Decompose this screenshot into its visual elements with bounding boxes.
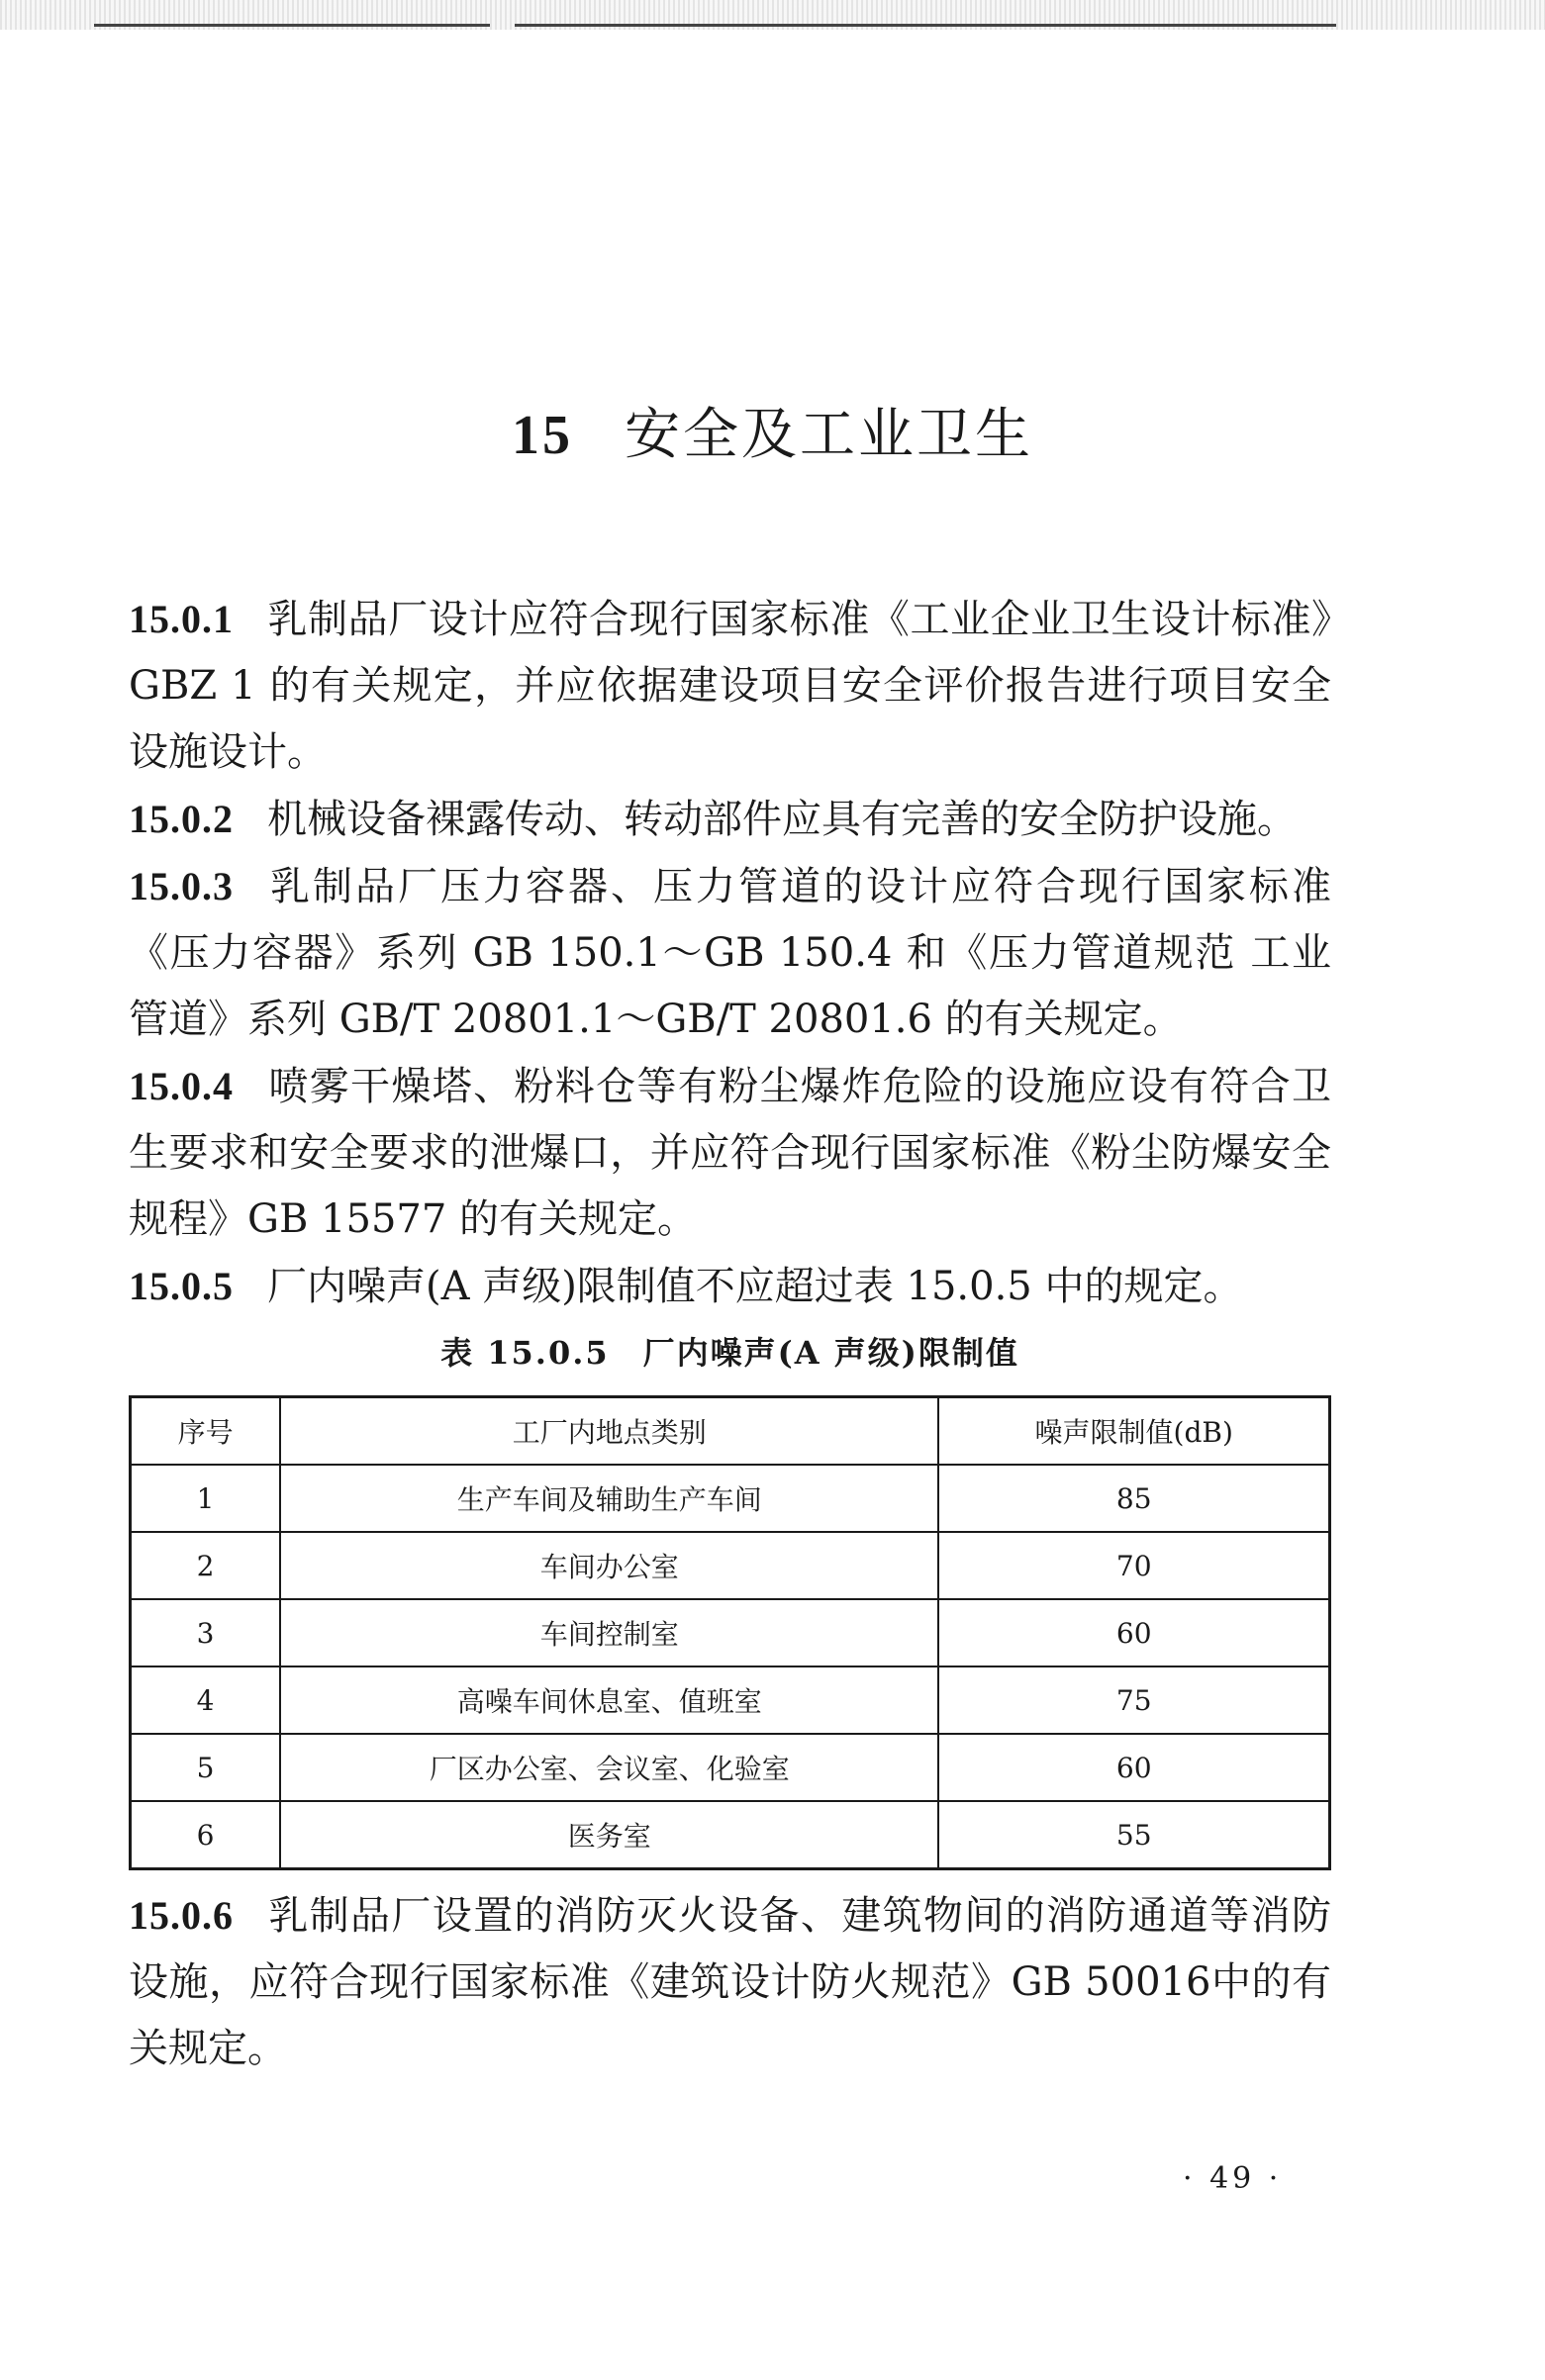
cell-location: 医务室 [280,1801,938,1869]
clause-15-0-5 [129,1253,1331,1320]
cell-limit: 55 [938,1801,1329,1869]
clause-text: 乳制品厂压力容器、压力管道的设计应符合现行国家标准《压力容器》系列 GB 150.1～GB 150.4 和《压力管道规范 工业管道》系列 GB/T 20801.1～GB/T 20801.6 的有关规定。 [129,864,1331,1042]
table-row [131,1666,1330,1734]
cell-index: 2 [131,1532,281,1599]
clause-number: 15.0.3 [129,864,234,908]
clause-number: 15.0.5 [129,1264,234,1308]
scan-edge-line [94,24,490,27]
cell-location: 车间控制室 [280,1599,938,1666]
clause-15-0-2 [129,786,1331,853]
clause-text: 乳制品厂设计应符合现行国家标准《工业企业卫生设计标准》GBZ 1 的有关规定，并应依据建设项目安全评价报告进行项目安全设施设计。 [129,597,1331,775]
cell-index: 6 [131,1801,281,1869]
clause-15-0-1 [129,586,1331,786]
table-row [131,1532,1330,1599]
clause-text: 乳制品厂设置的消防灭火设备、建筑物间的消防通道等消防设施，应符合现行国家标准《建筑设计防火规范》GB 50016中的有关规定。 [129,1893,1331,2071]
cell-location: 厂区办公室、会议室、化验室 [280,1734,938,1801]
clause-15-0-4 [129,1053,1331,1253]
table-row [131,1801,1330,1869]
chapter-heading [0,391,1545,470]
cell-limit: 70 [938,1532,1329,1599]
clause-text: 厂内噪声(A 声级)限制值不应超过表 15.0.5 中的规定。 [267,1264,1243,1309]
cell-limit: 60 [938,1599,1329,1666]
chapter-title: 安全及工业卫生 [625,403,1033,467]
clause-15-0-6 [129,1882,1331,2082]
header-cell-limit: 噪声限制值(dB) [938,1397,1329,1466]
table-row [131,1465,1330,1532]
table-row [131,1599,1330,1666]
page-number: · 49 · [1183,2161,1283,2196]
page-body [129,586,1331,2082]
table-caption: 表 15.0.5 厂内噪声(A 声级)限制值 [440,1334,1019,1372]
cell-index: 4 [131,1666,281,1734]
clause-number: 15.0.6 [129,1893,234,1938]
cell-limit: 60 [938,1734,1329,1801]
cell-location: 车间办公室 [280,1532,938,1599]
cell-location: 生产车间及辅助生产车间 [280,1465,938,1532]
clause-text: 机械设备裸露传动、转动部件应具有完善的安全防护设施。 [267,797,1297,842]
header-cell-location: 工厂内地点类别 [280,1397,938,1466]
clause-15-0-3 [129,853,1331,1053]
cell-limit: 75 [938,1666,1329,1734]
clause-number: 15.0.4 [129,1064,234,1108]
cell-index: 3 [131,1599,281,1666]
clause-number: 15.0.2 [129,797,234,841]
clause-number: 15.0.1 [129,597,234,641]
cell-limit: 85 [938,1465,1329,1532]
cell-index: 5 [131,1734,281,1801]
cell-location: 高噪车间休息室、值班室 [280,1666,938,1734]
table-row [131,1734,1330,1801]
chapter-number: 15 [512,405,573,466]
cell-index: 1 [131,1465,281,1532]
scan-edge-line [515,24,1336,27]
noise-limit-table [129,1395,1331,1870]
clause-text: 喷雾干燥塔、粉料仓等有粉尘爆炸危险的设施应设有符合卫生要求和安全要求的泄爆口，并应符合现行国家标准《粉尘防爆安全规程》GB 15577 的有关规定。 [129,1064,1331,1242]
table-header-row [131,1397,1330,1466]
header-cell-index: 序号 [131,1397,281,1466]
